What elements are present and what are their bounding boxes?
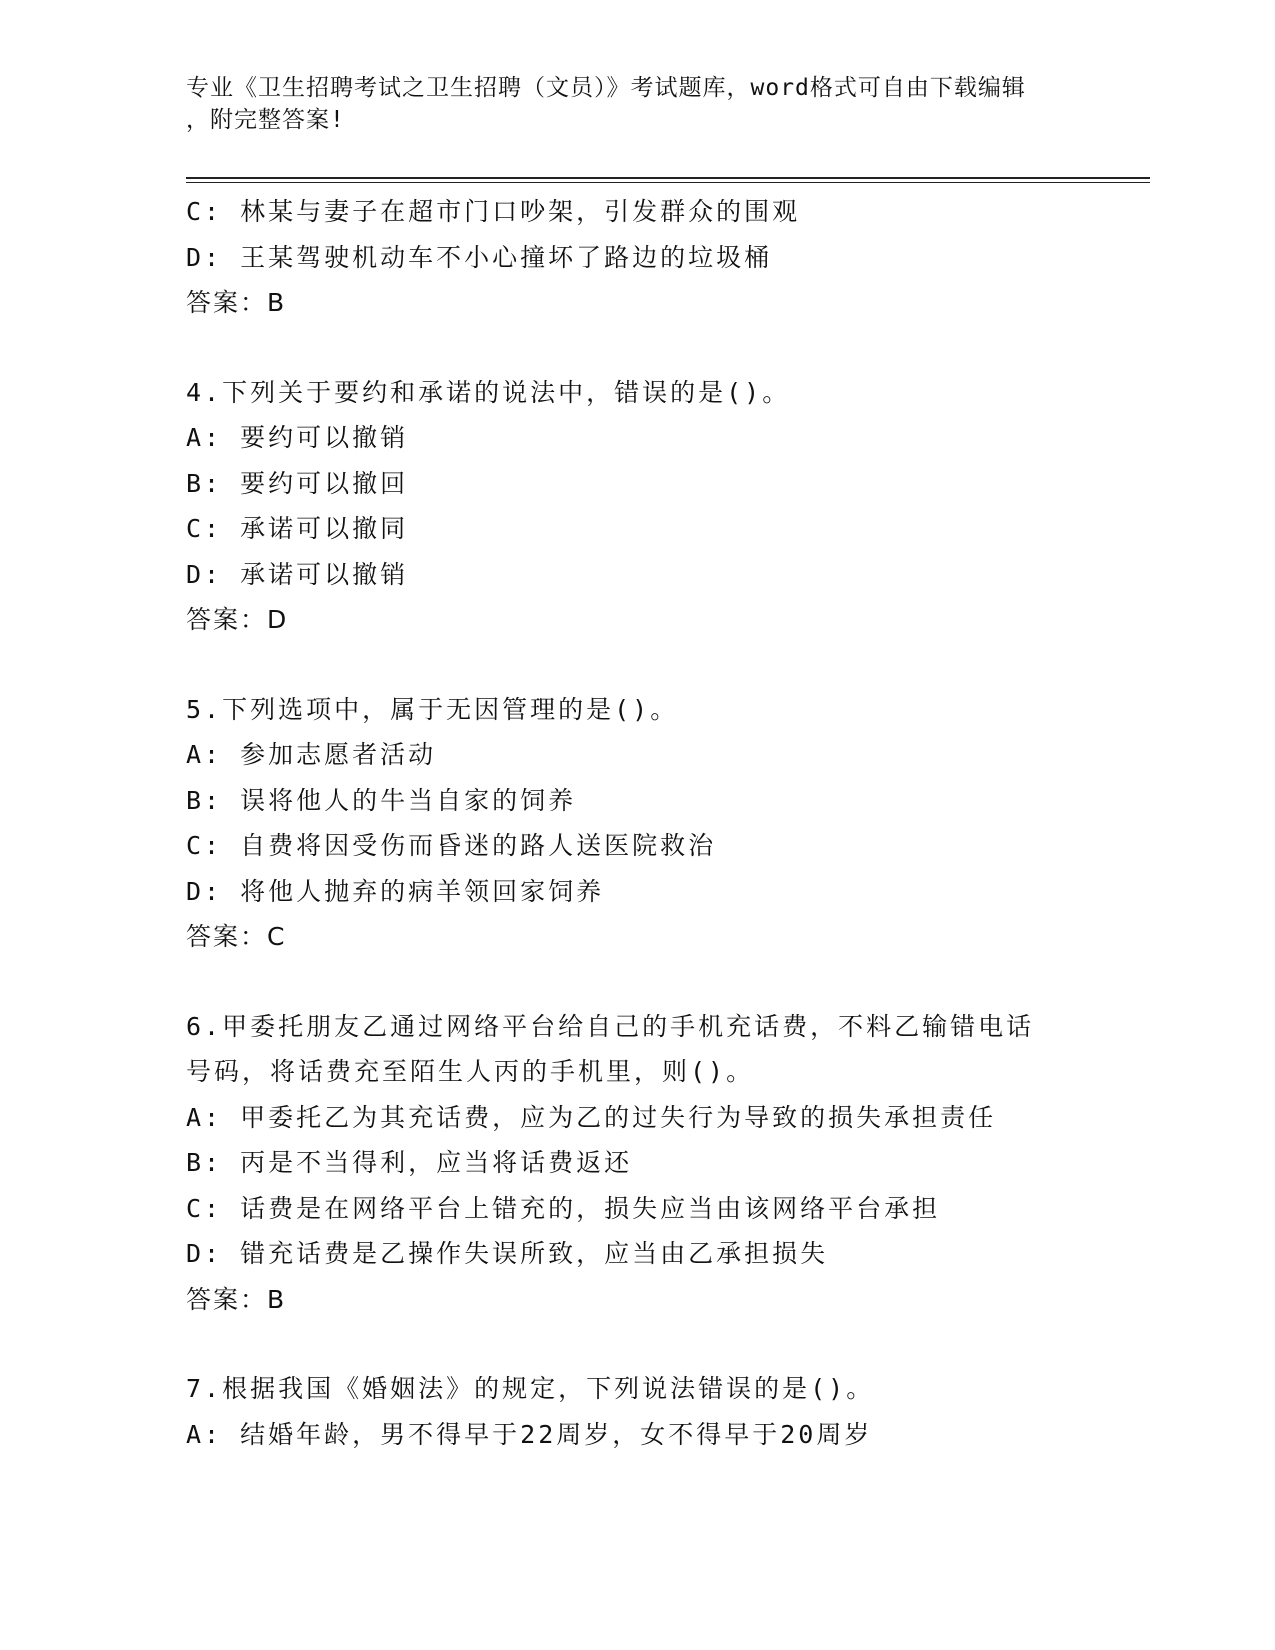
option-b: B: 丙是不当得利，应当将话费返还: [186, 1148, 633, 1177]
document-header: [186, 72, 1086, 136]
header-divider-thin: [186, 182, 1150, 183]
option-a: A: 要约可以撤销: [186, 423, 409, 452]
header-line-1: 专业《卫生招聘考试之卫生招聘（文员）》考试题库，word格式可自由下载编辑: [186, 75, 1026, 101]
question-4: [186, 370, 1146, 643]
option-c: C: 承诺可以撤同: [186, 514, 409, 543]
header-line-2: ，附完整答案!: [186, 107, 345, 133]
question-7: [186, 1366, 1146, 1457]
header-divider-thick: [186, 177, 1150, 179]
question-stem: 5.下列选项中，属于无因管理的是()。: [186, 694, 679, 724]
answer: 答案：B: [186, 288, 287, 317]
question-stem-continued: 号码，将话费充至陌生人丙的手机里，则()。: [186, 1057, 755, 1086]
option-d: D: 错充话费是乙操作失误所致，应当由乙承担损失: [186, 1239, 829, 1268]
question-3-continuation: [186, 189, 1146, 326]
option-a: A: 甲委托乙为其充话费，应为乙的过失行为导致的损失承担责任: [186, 1102, 997, 1132]
option-d: D: 承诺可以撤销: [186, 559, 409, 589]
option-b: B: 误将他人的牛当自家的饲养: [186, 785, 577, 815]
question-stem: 7.根据我国《婚姻法》的规定，下列说法错误的是()。: [186, 1374, 875, 1403]
option-d: D: 将他人抛弃的病羊领回家饲养: [186, 876, 605, 906]
option-a: A: 结婚年龄，男不得早于22周岁，女不得早于20周岁: [186, 1419, 873, 1449]
answer: 答案：B: [186, 1284, 287, 1314]
question-stem: 4.下列关于要约和承诺的说法中，错误的是()。: [186, 377, 791, 407]
option-d: D: 王某驾驶机动车不小心撞坏了路边的垃圾桶: [186, 242, 773, 272]
question-content: [186, 189, 1146, 1457]
option-a: A: 参加志愿者活动: [186, 740, 437, 769]
question-6: [186, 1004, 1146, 1323]
answer: 答案：D: [186, 605, 289, 634]
option-c: C: 林某与妻子在超市门口吵架，引发群众的围观: [186, 197, 801, 226]
question-5: [186, 687, 1146, 960]
question-stem: 6.甲委托朋友乙通过网络平台给自己的手机充话费，不料乙输错电话: [186, 1011, 1035, 1041]
option-c: C: 自费将因受伤而昏迷的路人送医院救治: [186, 831, 717, 860]
answer: 答案：C: [186, 922, 287, 951]
option-c: C: 话费是在网络平台上错充的，损失应当由该网络平台承担: [186, 1193, 941, 1223]
option-b: B: 要约可以撤回: [186, 468, 409, 498]
